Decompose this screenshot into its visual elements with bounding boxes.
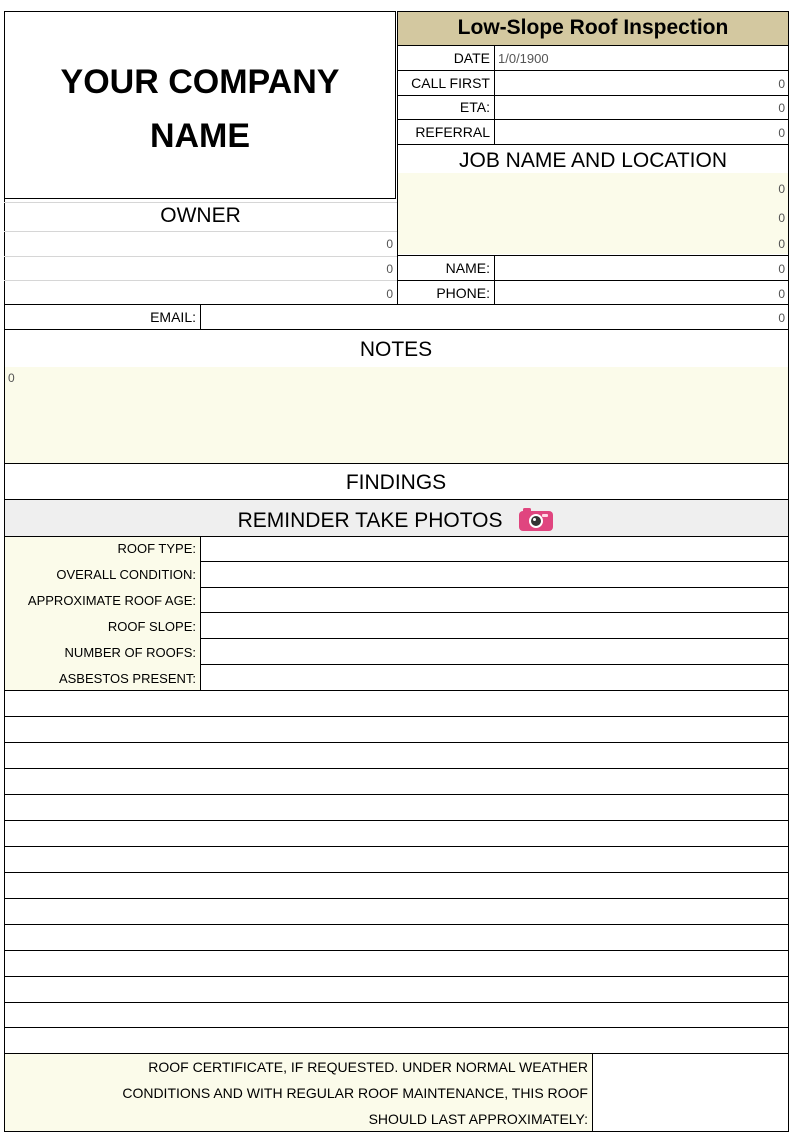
job-line-2[interactable]: 0 <box>778 211 785 225</box>
email-label: EMAIL: <box>150 309 196 325</box>
job-line-1[interactable]: 0 <box>778 182 785 196</box>
reminder-row <box>4 506 788 533</box>
findings-title: FINDINGS <box>345 471 447 494</box>
reminder-text: REMINDER TAKE PHOTOS <box>237 509 503 532</box>
roof-slope-label: ROOF SLOPE: <box>107 619 196 634</box>
job-location-bg <box>398 173 788 254</box>
phone-label: PHONE: <box>436 285 490 301</box>
certificate-line-1: ROOF CERTIFICATE, IF REQUESTED. UNDER NORMAL WEATHER <box>148 1059 588 1075</box>
asbestos-label: ASBESTOS PRESENT: <box>58 671 196 686</box>
roof-age-label: APPROXIMATE ROOF AGE: <box>27 593 196 608</box>
phone-value[interactable]: 0 <box>778 287 785 301</box>
asbestos-input[interactable] <box>201 665 788 690</box>
date-label: DATE <box>453 50 490 66</box>
roof-type-input[interactable] <box>201 537 788 561</box>
company-name-line1: YOUR COMPANY <box>60 63 340 101</box>
notes-value[interactable]: 0 <box>8 371 15 385</box>
referral-label: REFERRAL <box>415 124 490 140</box>
company-name-line2: NAME <box>149 117 251 155</box>
owner-line-2[interactable]: 0 <box>386 262 393 276</box>
notes-title: NOTES <box>359 338 433 361</box>
job-line-3[interactable]: 0 <box>778 237 785 251</box>
name-label: NAME: <box>445 260 490 276</box>
overall-condition-input[interactable] <box>201 562 788 587</box>
date-value[interactable]: 1/0/1900 <box>498 51 549 66</box>
roof-type-label: ROOF TYPE: <box>117 541 196 556</box>
certificate-years-input[interactable] <box>593 1054 788 1131</box>
overall-condition-label: OVERALL CONDITION: <box>56 567 196 582</box>
roof-slope-input[interactable] <box>201 613 788 638</box>
name-value[interactable]: 0 <box>778 262 785 276</box>
company-name <box>4 55 396 163</box>
call-first-label: CALL FIRST <box>411 75 490 91</box>
form-title: Low-Slope Roof Inspection <box>457 16 729 39</box>
owner-title: OWNER <box>160 204 241 227</box>
findings-labels-bg <box>4 536 200 690</box>
number-of-roofs-label: NUMBER OF ROOFS: <box>64 645 196 660</box>
roof-age-input[interactable] <box>201 588 788 612</box>
notes-bg <box>4 367 788 463</box>
owner-line-3[interactable]: 0 <box>386 287 393 301</box>
certificate-line-3: SHOULD LAST APPROXIMATELY: <box>368 1111 588 1127</box>
camera-icon <box>518 506 554 532</box>
job-location-title: JOB NAME AND LOCATION <box>459 149 727 172</box>
number-of-roofs-input[interactable] <box>201 639 788 664</box>
eta-label: ETA: <box>459 99 490 115</box>
eta-value[interactable]: 0 <box>778 101 785 115</box>
owner-line-1[interactable]: 0 <box>386 237 393 251</box>
call-first-value[interactable]: 0 <box>778 77 785 91</box>
referral-value[interactable]: 0 <box>778 126 785 140</box>
certificate-line-2: CONDITIONS AND WITH REGULAR ROOF MAINTENANCE, THIS ROOF <box>122 1085 588 1101</box>
email-value[interactable]: 0 <box>778 311 785 325</box>
